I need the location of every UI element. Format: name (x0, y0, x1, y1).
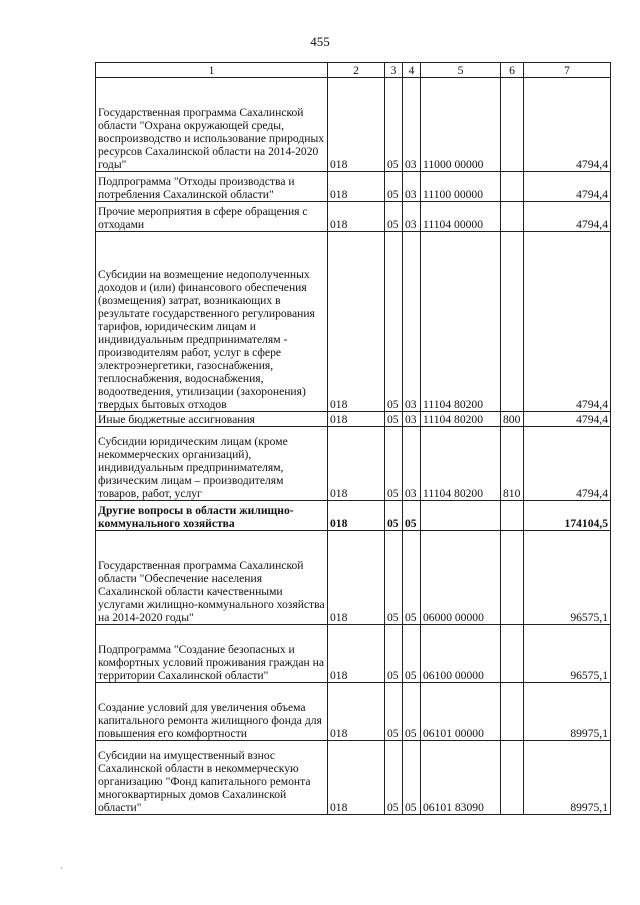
row-code-5: 11100 00000 (421, 172, 501, 202)
row-code-4: 03 (403, 412, 421, 427)
row-code-5: 11104 80200 (421, 232, 501, 412)
row-code-4: 05 (403, 683, 421, 741)
column-header-1: 1 (96, 63, 328, 78)
row-code-3: 05 (385, 683, 403, 741)
row-code-2: 018 (328, 531, 385, 625)
row-code-4: 05 (403, 741, 421, 815)
row-amount: 4794,4 (524, 78, 611, 172)
row-code-2: 018 (328, 625, 385, 683)
row-amount: 4794,4 (524, 412, 611, 427)
row-code-2: 018 (328, 232, 385, 412)
row-code-5: 06101 83090 (421, 741, 501, 815)
row-code-5 (421, 501, 501, 531)
row-code-4: 03 (403, 78, 421, 172)
row-code-2: 018 (328, 501, 385, 531)
budget-table (95, 62, 611, 815)
row-code-6 (501, 172, 524, 202)
row-code-5: 11104 80200 (421, 412, 501, 427)
row-name: Субсидии юридическим лицам (кроме некоммерческих организаций), индивидуальным предпринимателям, физическим лицам – производителям товаров, работ, услуг (96, 427, 328, 501)
row-code-4: 03 (403, 427, 421, 501)
row-code-2: 018 (328, 427, 385, 501)
row-name: Субсидии на возмещение недополученных доходов и (или) финансового обеспечения (возмещения) затрат, возникающих в результате государственного регулирования тарифов, юридическим лицам и индивидуальным предпринимателям - производителям работ, услуг в сфере электроэнергетики, газоснабжения, теплоснабжения, водоснабжения, водоотведения, утилизации (захоронения) твердых бытовых отходов (96, 232, 328, 412)
row-code-3: 05 (385, 202, 403, 232)
row-code-2: 018 (328, 741, 385, 815)
column-header-7: 7 (524, 63, 611, 78)
row-code-3: 05 (385, 172, 403, 202)
row-code-3: 05 (385, 412, 403, 427)
table-row (96, 232, 611, 412)
row-code-3: 05 (385, 427, 403, 501)
row-code-4: 03 (403, 232, 421, 412)
row-code-4: 05 (403, 625, 421, 683)
row-code-5: 06100 00000 (421, 625, 501, 683)
column-header-3: 3 (385, 63, 403, 78)
row-amount: 96575,1 (524, 625, 611, 683)
row-name: Государственная программа Сахалинской области "Охрана окружающей среды, воспроизводство и использование природных ресурсов Сахалинской области на 2014-2020 годы" (96, 78, 328, 172)
scan-mark: ` (60, 866, 63, 876)
row-amount: 89975,1 (524, 741, 611, 815)
table-row (96, 202, 611, 232)
row-amount: 174104,5 (524, 501, 611, 531)
row-code-4: 05 (403, 501, 421, 531)
row-code-3: 05 (385, 501, 403, 531)
column-header-2: 2 (328, 63, 385, 78)
page-number: 455 (310, 34, 330, 49)
row-amount: 4794,4 (524, 202, 611, 232)
row-name: Подпрограмма "Создание безопасных и комфортных условий проживания граждан на территории Сахалинской области" (96, 625, 328, 683)
table-row (96, 501, 611, 531)
row-code-5: 11104 80200 (421, 427, 501, 501)
row-code-6 (501, 531, 524, 625)
row-amount: 4794,4 (524, 232, 611, 412)
row-code-2: 018 (328, 683, 385, 741)
row-code-6 (501, 683, 524, 741)
column-header-5: 5 (421, 63, 501, 78)
row-name: Прочие мероприятия в сфере обращения с отходами (96, 202, 328, 232)
row-code-2: 018 (328, 202, 385, 232)
column-header-6: 6 (501, 63, 524, 78)
row-code-2: 018 (328, 412, 385, 427)
row-amount: 4794,4 (524, 427, 611, 501)
row-name: Создание условий для увеличения объема капитального ремонта жилищного фонда для повышения его комфортности (96, 683, 328, 741)
header-row (96, 63, 611, 78)
row-code-2: 018 (328, 78, 385, 172)
row-code-3: 05 (385, 78, 403, 172)
table-row (96, 741, 611, 815)
table-row (96, 412, 611, 427)
row-code-2: 018 (328, 172, 385, 202)
table-row (96, 78, 611, 172)
row-code-4: 03 (403, 172, 421, 202)
row-name: Субсидии на имущественный взнос Сахалинской области в некоммерческую организацию "Фонд капитального ремонта многоквартирных домов Сахалинской области" (96, 741, 328, 815)
table-row (96, 427, 611, 501)
row-code-6: 810 (501, 427, 524, 501)
row-amount: 96575,1 (524, 531, 611, 625)
row-code-6 (501, 78, 524, 172)
table-row (96, 531, 611, 625)
table-row (96, 683, 611, 741)
row-code-5: 11104 00000 (421, 202, 501, 232)
table-row (96, 172, 611, 202)
row-name: Другие вопросы в области жилищно-коммунального хозяйства (96, 501, 328, 531)
row-code-6: 800 (501, 412, 524, 427)
table-row (96, 625, 611, 683)
row-code-4: 03 (403, 202, 421, 232)
row-code-6 (501, 232, 524, 412)
row-code-3: 05 (385, 741, 403, 815)
row-code-6 (501, 202, 524, 232)
row-amount: 89975,1 (524, 683, 611, 741)
column-header-4: 4 (403, 63, 421, 78)
row-name: Подпрограмма "Отходы производства и потребления Сахалинской области" (96, 172, 328, 202)
row-code-5: 06101 00000 (421, 683, 501, 741)
row-code-5: 06000 00000 (421, 531, 501, 625)
row-amount: 4794,4 (524, 172, 611, 202)
row-code-3: 05 (385, 531, 403, 625)
row-name: Государственная программа Сахалинской области "Обеспечение населения Сахалинской области качественными услугами жилищно-коммунального хозяйства на 2014-2020 годы" (96, 531, 328, 625)
row-code-3: 05 (385, 232, 403, 412)
row-code-6 (501, 625, 524, 683)
row-name: Иные бюджетные ассигнования (96, 412, 328, 427)
row-code-3: 05 (385, 625, 403, 683)
row-code-6 (501, 741, 524, 815)
row-code-5: 11000 00000 (421, 78, 501, 172)
row-code-4: 05 (403, 531, 421, 625)
row-code-6 (501, 501, 524, 531)
